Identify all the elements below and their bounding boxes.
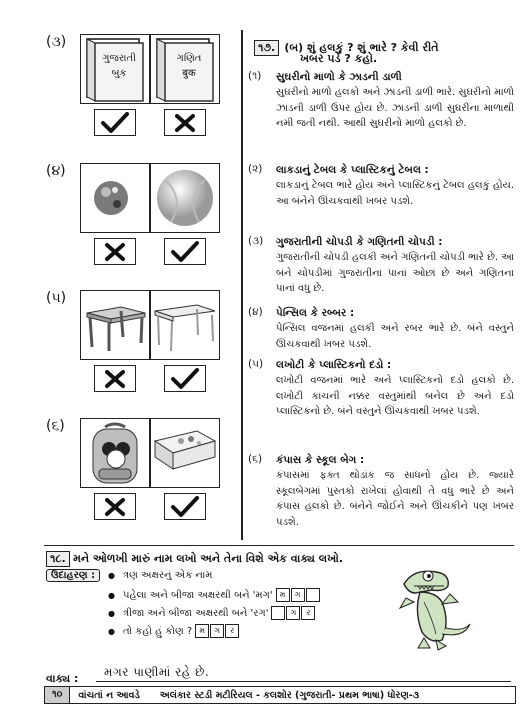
checkmark-icon xyxy=(170,496,200,518)
q17-item xyxy=(248,70,514,132)
q17-item-heading: સુઘરીનો માળો કે ઝાડની ડાળી xyxy=(276,71,402,83)
q17-item-heading: પેન્સિલ કે રબ્બર : xyxy=(276,307,355,319)
q17-item xyxy=(248,163,514,209)
q17-item-body: લખોટી વજનમાં ભારે અને પ્લાસ્ટિકનો દડો હલકો છે. લખોટી કાચની નક્કર વસ્તુમાંથી બનેલ છે અને દડો પ્લાસ્ટિકનો છે. બંને વસ્તુને ઊંચકવાથી ખબર પડશે. xyxy=(276,375,514,417)
q17-item-number: (૬) xyxy=(248,453,263,465)
q17-item-number: (૨) xyxy=(248,163,263,175)
check-box xyxy=(94,109,136,136)
letter-box xyxy=(306,588,320,602)
q18-bullet-text: ત્રીજા અને બીજા અક્ષરથી બને 'રગ' xyxy=(122,608,269,619)
cross-box xyxy=(94,365,136,392)
footer-bar xyxy=(44,686,516,704)
left-item-number: (૩) xyxy=(46,34,67,50)
checkmark-icon xyxy=(170,368,200,390)
cross-icon xyxy=(103,242,127,262)
q17-title-2: ખબર પડે ? કહો. xyxy=(300,52,378,65)
letter-box: ગ xyxy=(210,624,224,638)
q18-top-rule xyxy=(44,545,514,546)
q17-title: (બ) શું હલકું ? શું ભારે ? કેવી રીતે xyxy=(284,41,439,54)
q18-bullet-row xyxy=(108,606,316,620)
q17-item-body: કંપાસમાં ફક્ત થોડાંક જ સાધનો હોય છે. જ્યારે સ્કૂલબેગમાં પુસ્તકો રાખેલાં હોવાથી તે વધુ ભારે છે અને કંપાસ હલકો છે. બંનેને જોઈને અને ઊંચકીને પણ ખબર પડશે. xyxy=(276,470,514,528)
q17-number: ૧૭. xyxy=(254,40,279,56)
q17-item-heading: લખોટી કે પ્લાસ્ટિકનો દડો : xyxy=(276,359,392,371)
example-badge: ઉદાહરણ : xyxy=(46,569,100,582)
q17-item-body: સુઘરીનો માળો હલકો અને ઝાડની ડાળી ભારે. સુઘરીનો માળો ઝાડની ડાળી ઉપર હોય છે. ઝાડની ડાળી સુઘરીના માળાથી નમી જતી નથી. આથી સુઘરીનો માળો હલકો છે. xyxy=(276,87,514,129)
cross-box xyxy=(164,109,206,136)
letter-box: ર xyxy=(225,624,239,638)
left-item-number: (૬) xyxy=(46,418,65,434)
ball-large-image xyxy=(150,163,220,233)
q18-bullet-row xyxy=(108,624,240,638)
check-box xyxy=(164,493,206,520)
letter-boxes xyxy=(195,626,240,637)
q17-item-number: (૫) xyxy=(248,358,264,370)
q17-item-number: (૧) xyxy=(248,70,262,82)
checkmark-icon xyxy=(100,112,130,134)
q17-item-body: ગુજરાતીની ચોપડી હલકી અને ગણિતની ચોપડી ભારે છે. આ બંને ચોપડીમાં ગુજરાતીના પાનાં ઓછાં છે અને ગણિતના પાનાં વધુ છે. xyxy=(276,252,514,294)
bullet-icon: ● xyxy=(108,608,115,618)
bullet-icon: ● xyxy=(108,626,115,636)
sentence-line xyxy=(96,681,511,682)
q17-item-body: પેન્સિલ વજનમાં હલકી અને રબર ભારે છે. બંને વસ્તુને ઊંચકવાથી ખબર પડશે. xyxy=(276,323,514,350)
q17-item xyxy=(248,358,514,420)
q17-item xyxy=(248,306,514,352)
check-box xyxy=(164,365,206,392)
letter-box: મ xyxy=(276,588,290,602)
letter-boxes xyxy=(276,590,321,601)
q18-number: ૧૮. xyxy=(46,551,70,567)
sentence-answer: મગર પાણીમાં રહે છે. xyxy=(104,665,210,679)
footer-left-text: વાંચતાં ન આવડે xyxy=(78,689,140,701)
q17-item-heading: ગુજરાતીની ચોપડી કે ગણિતની ચોપડી : xyxy=(276,236,443,248)
cross-icon xyxy=(173,113,197,133)
q18-bullet-text: તો કહો હું કોણ ? xyxy=(122,626,193,637)
letter-box: ર xyxy=(301,606,315,620)
sentence-label: વાક્ય : xyxy=(46,672,79,685)
book-image xyxy=(150,34,220,104)
q17-item-heading: કંપાસ કે સ્કૂલ બેગ : xyxy=(276,454,365,466)
cross-icon xyxy=(103,369,127,389)
q18-bullet-text: ત્રણ અક્ષરનું એક નામ xyxy=(122,570,213,581)
bullet-icon: ● xyxy=(108,590,115,600)
cross-box xyxy=(94,493,136,520)
column-divider xyxy=(241,30,243,540)
q18-bullet-text: પહેલા અને બીજા અક્ષરથી બને 'મગ' xyxy=(122,590,273,601)
q17-item xyxy=(248,453,514,530)
left-item-number: (૪) xyxy=(46,163,66,179)
checkmark-icon xyxy=(170,241,200,263)
letter-box xyxy=(271,606,285,620)
cross-icon xyxy=(103,497,127,517)
book-label: ગુજરાતી બુક xyxy=(102,53,136,79)
pencil-box-image xyxy=(150,418,220,488)
book-label: ગણિત बुक xyxy=(176,53,202,79)
q17-item-number: (૩) xyxy=(248,235,264,247)
school-bag-image xyxy=(80,418,150,488)
q17-item-heading: લાકડાનું ટેબલ કે પ્લાસ્ટિકનું ટેબલ : xyxy=(276,164,429,176)
q18-title: મને ઓળખી મારું નામ લખો અને તેના વિશે એક વાક્ય લખો. xyxy=(73,552,344,565)
book-image xyxy=(80,34,150,104)
q18-header xyxy=(46,551,343,567)
page-number: ૧૦ xyxy=(45,687,70,703)
q17-item-number: (૪) xyxy=(248,306,263,318)
q18-bullet-row xyxy=(108,588,321,602)
wood-table-image xyxy=(80,290,150,360)
bullet-icon: ● xyxy=(108,570,115,580)
sentence-row xyxy=(46,667,514,683)
q18-bullet-row xyxy=(108,570,212,581)
cross-box xyxy=(94,238,136,265)
footer-right-text: અલંકાર સ્ટડી મટીરિયલ - કલશોર (ગુજરાતી- પ્રથમ ભાષા) ધોરણ-૩ xyxy=(159,689,420,701)
letter-box: ગ xyxy=(291,588,305,602)
letter-box: મ xyxy=(195,624,209,638)
plastic-table-image xyxy=(150,290,220,360)
crocodile-illustration xyxy=(384,562,476,652)
letter-box: ગ xyxy=(286,606,300,620)
q17-item xyxy=(248,235,514,297)
q17-item-body: લાકડાનું ટેબલ ભારે હોય અને પ્લાસ્ટિકનું ટેબલ હલકું હોય. આ બંનેને ઊંચકવાથી ખબર પડશે. xyxy=(276,180,514,207)
check-box xyxy=(164,238,206,265)
left-item-number: (૫) xyxy=(46,290,67,306)
ball-small-image xyxy=(80,163,150,233)
letter-boxes xyxy=(271,608,316,619)
